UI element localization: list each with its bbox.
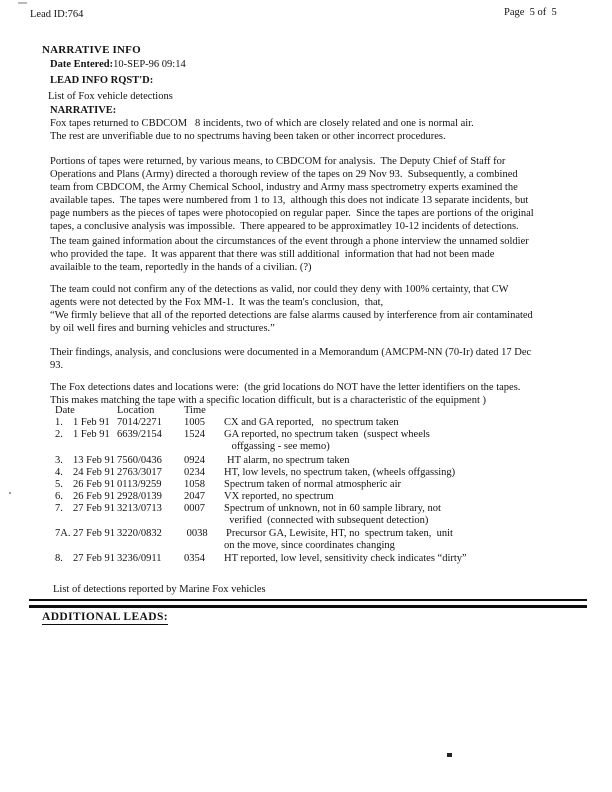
text-line: The team gained information about the circumstances of the event through a phone interview the unnamed soldier	[50, 236, 529, 247]
row-number: 7A.	[55, 528, 71, 539]
page-number: Page 5 of 5	[504, 7, 557, 18]
section-title-narrative-info: NARRATIVE INFO	[42, 44, 141, 56]
row-location: 3236/0911	[117, 553, 162, 564]
row-location: 2928/0139	[117, 491, 162, 502]
text-line: “We firmly believe that all of the reported detections are false alarms caused by interference from air contaminated	[50, 310, 533, 321]
text-line: who provided the tape. It was apparent that there was still additional information that had not been made	[50, 249, 495, 260]
row-date: 26 Feb 91	[73, 491, 115, 502]
text-line: by oil well fires and burning vehicles and structures.”	[50, 323, 275, 334]
text-line: Operations and Plans (Army) directed a thorough review of the tapes on 29 Nov 93. Subsequently, a combined	[50, 169, 518, 180]
row-number: 1.	[55, 417, 63, 428]
row-location: 3220/0832	[117, 528, 162, 539]
row-date: 27 Feb 91	[73, 528, 115, 539]
text-line: on the move, since coordinates changing	[224, 540, 395, 551]
detections-table	[55, 405, 595, 565]
column-header-date: Date	[55, 405, 75, 416]
table-row	[55, 491, 595, 503]
table-row	[55, 479, 595, 491]
row-location: 2763/3017	[117, 467, 162, 478]
row-number: 4.	[55, 467, 63, 478]
row-location: 6639/2154	[117, 429, 162, 440]
row-number: 5.	[55, 479, 63, 490]
text-line: HT reported, low level, sensitivity check indicates “dirty”	[224, 553, 467, 564]
row-number: 3.	[55, 455, 63, 466]
row-time: 2047	[184, 491, 205, 502]
text-line: GA reported, no spectrum taken (suspect wheels	[224, 429, 430, 440]
date-entered-field	[50, 58, 186, 71]
additional-leads-label: ADDITIONAL LEADS:	[42, 611, 168, 623]
paragraph-2	[50, 155, 534, 233]
table-row	[55, 417, 595, 429]
text-line: HT alarm, no spectrum taken	[227, 455, 350, 466]
row-date: 13 Feb 91	[73, 455, 115, 466]
row-location: 3213/0713	[117, 503, 162, 514]
column-header-time: Time	[184, 405, 206, 416]
row-time: 1005	[184, 417, 205, 428]
table-row	[55, 503, 595, 527]
row-number: 2.	[55, 429, 63, 440]
text-line: Spectrum of unknown, not in 60 sample library, not	[224, 503, 441, 514]
text-line: agents were not detected by the Fox MM-1. It was the team's conclusion, that,	[50, 297, 384, 308]
row-description	[224, 455, 595, 467]
text-line: The rest are unverifiable due to no spectrums having been taken or other incorrect procedures.	[50, 131, 446, 142]
row-time: 1524	[184, 429, 205, 440]
row-location: 7560/0436	[117, 455, 162, 466]
text-line: verified (connected with subsequent detection)	[224, 515, 429, 526]
text-line: CX and GA reported, no spectrum taken	[224, 417, 399, 428]
row-time: 1058	[184, 479, 205, 490]
text-line: The Fox detections dates and locations were: (the grid locations do NOT have the letter identifiers on the tapes.	[50, 382, 521, 393]
text-line: team from CBDCOM, the Army Chemical School, industry and Army mass spectrometry experts examined the	[50, 182, 518, 193]
text-line: Portions of tapes were returned, by various means, to CBDCOM for analysis. The Deputy Chief of Staff for	[50, 156, 506, 167]
row-date: 27 Feb 91	[73, 553, 115, 564]
text-line: The team could not confirm any of the detections as valid, nor could they deny with 100% certainty, that CW	[50, 284, 509, 295]
scan-artifact-dot	[447, 753, 452, 757]
row-location: 7014/2271	[117, 417, 162, 428]
row-time: 0038	[184, 528, 208, 539]
table-row	[55, 467, 595, 479]
lead-info-rqstd-value: List of Fox vehicle detections	[48, 91, 173, 102]
row-description	[224, 417, 595, 429]
table-footnote: List of detections reported by Marine Fox vehicles	[53, 584, 266, 595]
scan-artifact-mark	[18, 2, 27, 4]
paragraph-5	[50, 346, 531, 372]
text-line: tapes, a conclusive analysis was impossible. There appeared to be approximatley 10-12 incidents of detections.	[50, 221, 519, 232]
additional-leads-heading	[42, 611, 168, 623]
row-description	[224, 528, 595, 552]
text-line: Their findings, analysis, and conclusions were documented in a Memorandum (AMCPM-NN (70-Ir) dated 17 Dec	[50, 347, 532, 358]
table-row	[55, 429, 595, 453]
table-header-row	[55, 405, 595, 417]
table-row	[55, 528, 595, 552]
text-line: offgassing - see memo)	[229, 441, 330, 452]
divider-rule-top	[29, 599, 587, 601]
row-number: 7.	[55, 503, 63, 514]
paragraph-4	[50, 283, 533, 335]
text-line: available tapes. The tapes were numbered from 1 to 13, although this does not indicate 13 separate incidents, but	[50, 195, 529, 206]
text-line: availaible to the team, reportedly in the hands of a civilian. (?)	[50, 262, 312, 273]
date-entered-value: 10-SEP-96 09:14	[113, 59, 186, 70]
row-time: 0924	[184, 455, 205, 466]
text-line: Precursor GA, Lewisite, HT, no spectrum taken, unit	[226, 528, 453, 539]
row-description	[224, 429, 595, 453]
lead-id: Lead ID:764	[30, 9, 84, 20]
row-time: 0234	[184, 467, 205, 478]
narrative-label: NARRATIVE:	[50, 105, 117, 116]
row-description	[224, 467, 595, 479]
row-number: 8.	[55, 553, 63, 564]
text-line: Spectrum taken of normal atmospheric air	[224, 479, 401, 490]
row-time: 0007	[184, 503, 205, 514]
scan-artifact-dot	[9, 492, 11, 494]
row-date: 1 Feb 91	[73, 429, 110, 440]
paragraph-1	[50, 117, 474, 143]
row-description	[224, 479, 595, 491]
paragraph-3	[50, 235, 529, 274]
text-line: page numbers as the pieces of tapes were photocopied on regular paper. Since the tapes are portions of the original	[50, 208, 534, 219]
table-row	[55, 553, 595, 565]
row-description	[224, 491, 595, 503]
row-date: 26 Feb 91	[73, 479, 115, 490]
row-date: 1 Feb 91	[73, 417, 110, 428]
row-number: 6.	[55, 491, 63, 502]
lead-info-rqstd-label: LEAD INFO RQST'D:	[50, 75, 154, 86]
column-header-location: Location	[117, 405, 155, 416]
row-date: 24 Feb 91	[73, 467, 115, 478]
table-row	[55, 455, 595, 467]
text-line: HT, low levels, no spectrum taken, (wheels offgassing)	[224, 467, 456, 478]
text-line: 93.	[50, 360, 64, 371]
row-date: 27 Feb 91	[73, 503, 115, 514]
row-description	[224, 553, 595, 565]
paragraph-6	[50, 381, 520, 407]
row-time: 0354	[184, 553, 205, 564]
row-description	[224, 503, 595, 527]
row-location: 0113/9259	[117, 479, 162, 490]
divider-rule-bottom	[29, 605, 587, 608]
text-line: Fox tapes returned to CBDCOM 8 incidents, two of which are closely related and one is normal air.	[50, 118, 474, 129]
text-line: VX reported, no spectrum	[224, 491, 334, 502]
date-entered-label: Date Entered:	[50, 59, 114, 70]
text-line: This makes matching the tape with a specific location difficult, but is a characteristic of the equipment )	[50, 395, 486, 406]
